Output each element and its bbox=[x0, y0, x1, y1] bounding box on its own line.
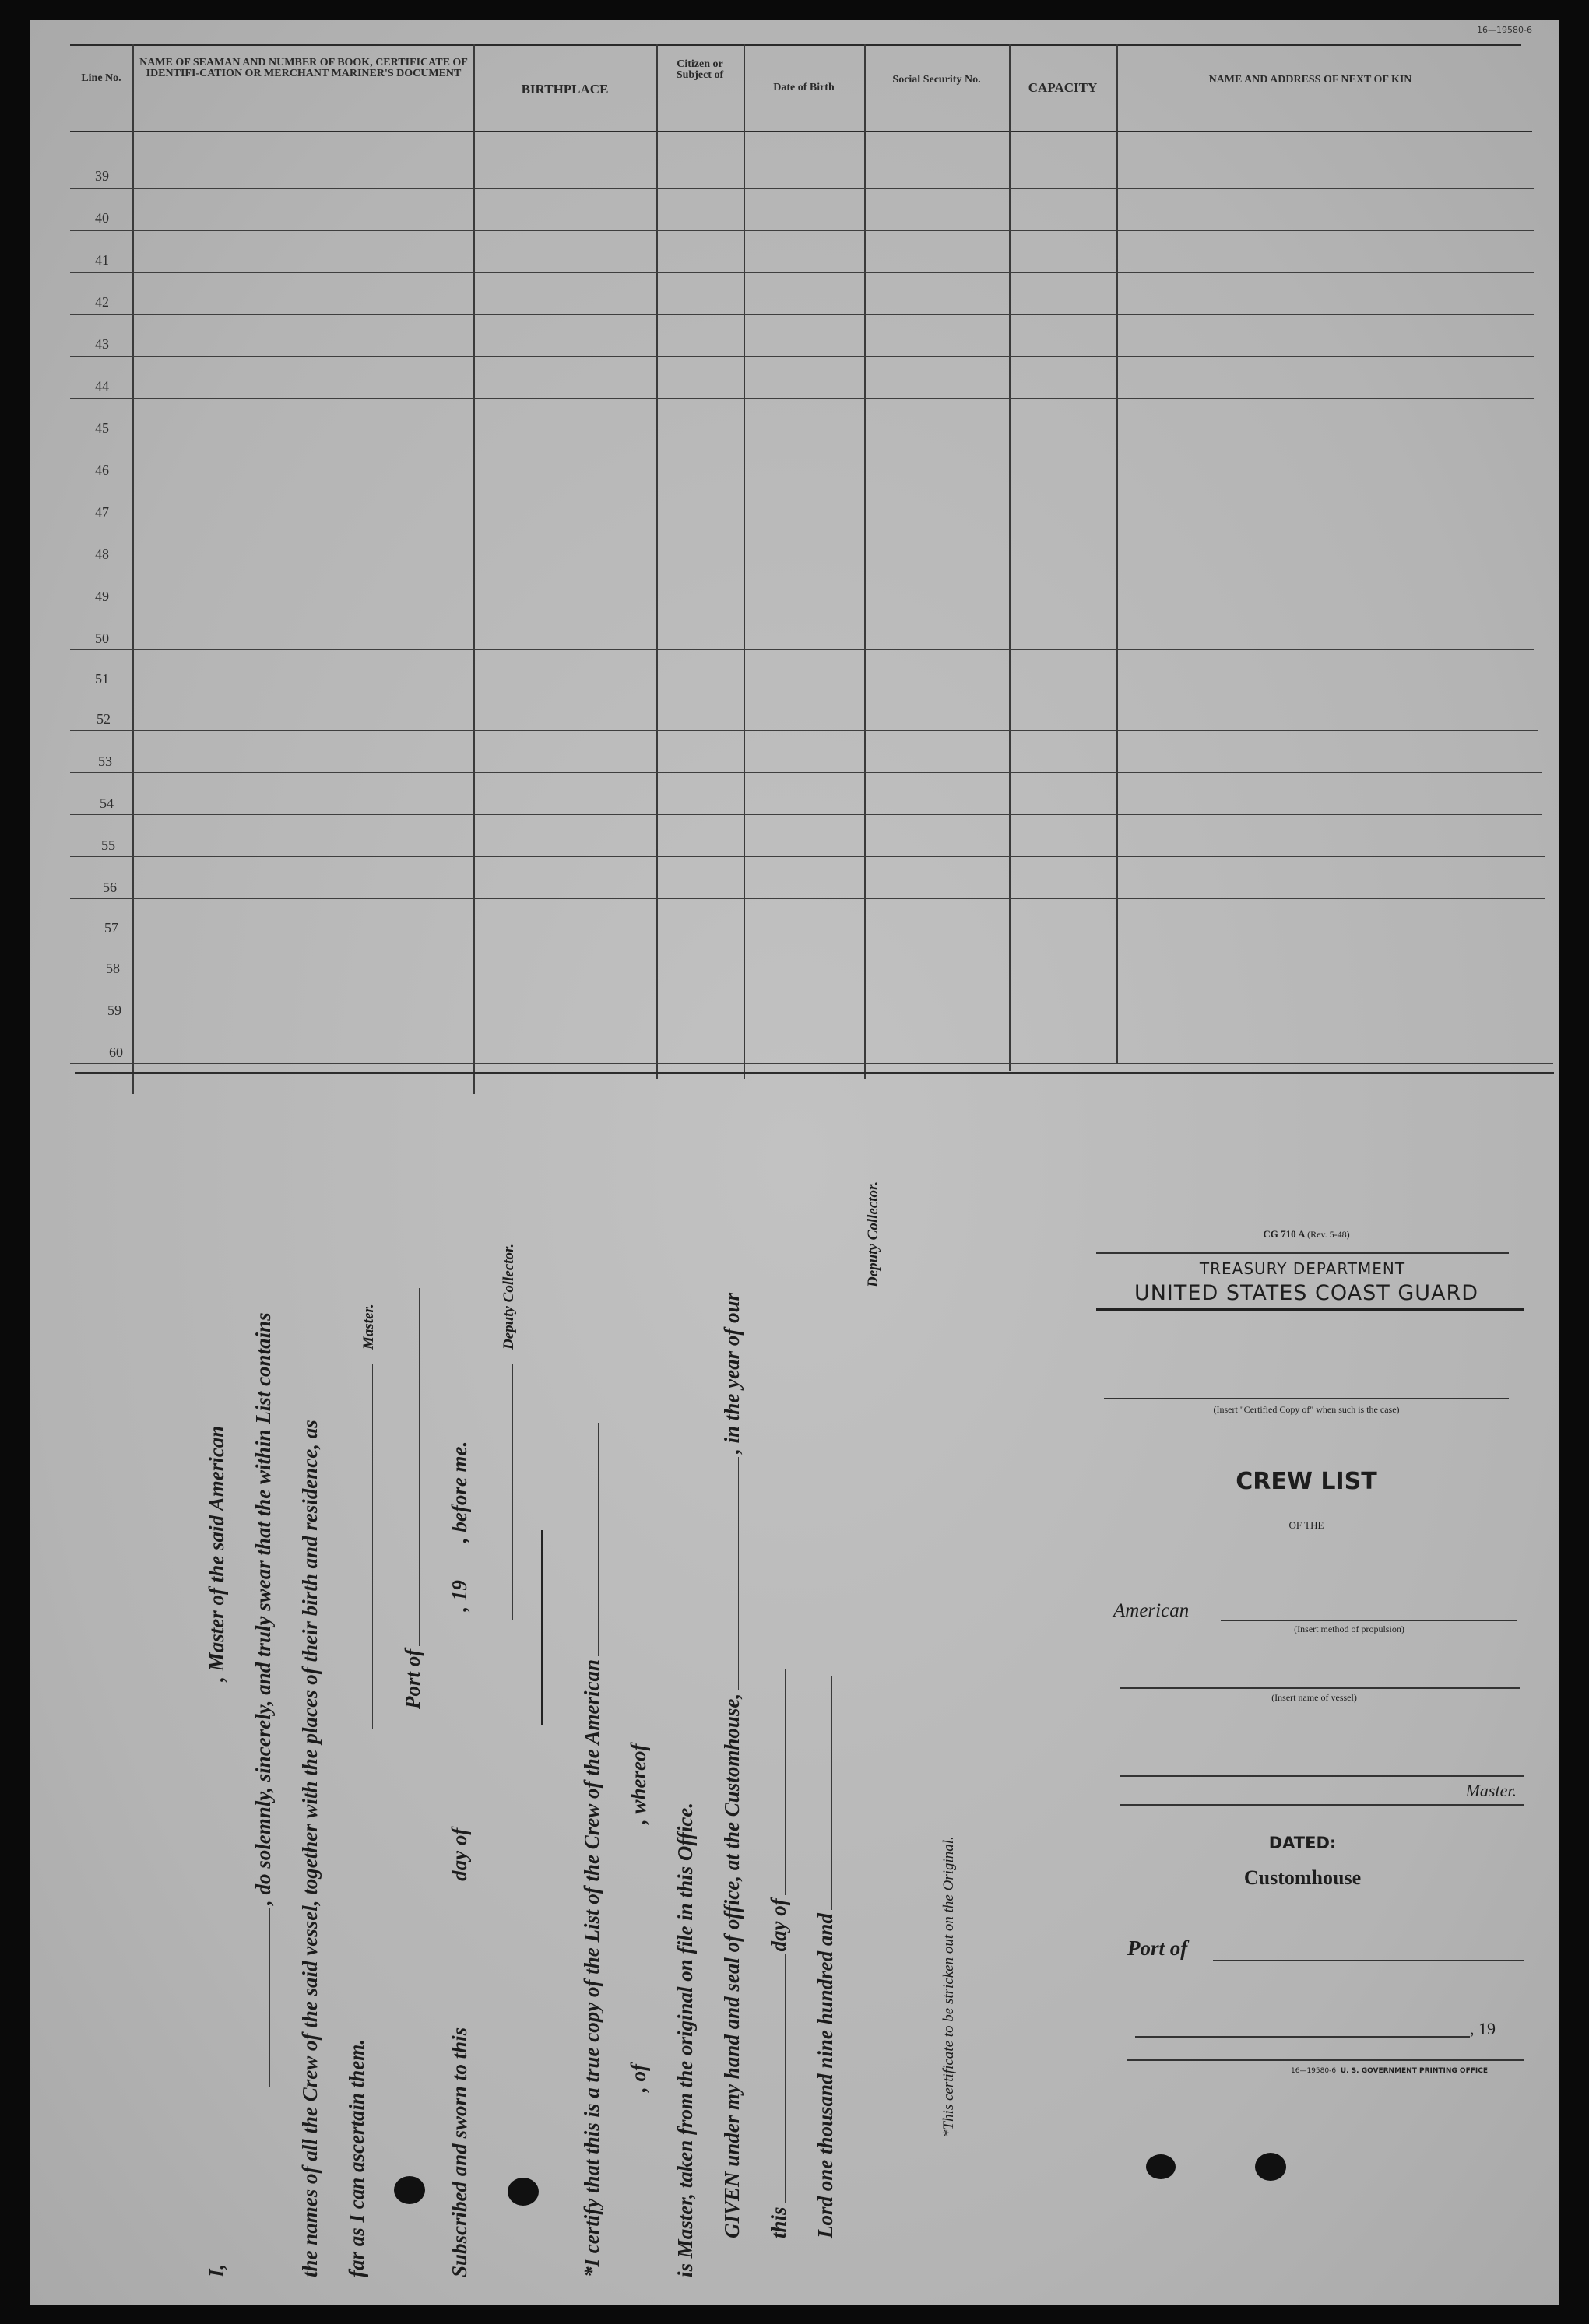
form-rev: (Rev. 5-48) bbox=[1307, 1229, 1350, 1240]
divider-bar bbox=[541, 1530, 543, 1725]
oath-and-certificate-block bbox=[181, 1157, 1022, 2324]
port-of-cover-label: Port of bbox=[1127, 1936, 1188, 1960]
date-line bbox=[1135, 2036, 1470, 2038]
col-divider-name bbox=[473, 44, 475, 1094]
header-date-of-birth: Date of Birth bbox=[773, 82, 835, 93]
line-number: 50 bbox=[95, 630, 109, 646]
header-citizen: Citizen or Subject of bbox=[676, 58, 724, 82]
oath-i: I, bbox=[205, 2263, 228, 2277]
subscribed-line bbox=[448, 1441, 472, 2277]
form-number-top: 16—19580-6 bbox=[1477, 25, 1532, 35]
of-whereof-line bbox=[627, 1442, 651, 2231]
deputy-signature-blank-2 bbox=[876, 1301, 877, 1597]
dated-label: DATED: bbox=[1268, 1834, 1337, 1852]
line-number: 52 bbox=[97, 711, 111, 727]
certified-copy-line bbox=[1104, 1398, 1509, 1399]
col-divider-dob bbox=[864, 44, 866, 1079]
master-underline bbox=[1120, 1804, 1524, 1806]
print-line bbox=[1291, 2067, 1524, 2075]
american-label: American bbox=[1113, 1600, 1190, 1621]
nineteen-label: , 19 bbox=[448, 1580, 471, 1612]
vessel-name-blank-2 bbox=[644, 2095, 645, 2227]
col-divider-line-no bbox=[132, 44, 134, 1094]
header-line-no: Line No. bbox=[81, 72, 121, 84]
day-blank-2 bbox=[784, 1954, 786, 2203]
table-top-rule bbox=[70, 44, 1521, 46]
master-label: Master. bbox=[360, 1304, 377, 1350]
customhouse-blank bbox=[737, 1457, 739, 1690]
line-number: 45 bbox=[95, 420, 109, 436]
punch-hole bbox=[508, 2178, 539, 2206]
deputy-collector-line-2 bbox=[859, 1181, 883, 1600]
header-next-of-kin: NAME AND ADDRESS OF NEXT OF KIN bbox=[1208, 74, 1412, 86]
row-line bbox=[70, 772, 1542, 773]
nineteen-cover: , 19 bbox=[1470, 2019, 1496, 2038]
before-me-label: , before me. bbox=[448, 1441, 471, 1543]
oath-line-2 bbox=[251, 1312, 276, 2091]
year-blank bbox=[465, 1546, 466, 1577]
line-number: 56 bbox=[103, 879, 117, 895]
vessel-blank bbox=[222, 1228, 223, 1423]
line-number: 51 bbox=[95, 671, 109, 686]
year-blank-2 bbox=[831, 1676, 832, 1910]
printer-name: U. S. GOVERNMENT PRINTING OFFICE bbox=[1340, 2067, 1488, 2075]
row-line bbox=[70, 230, 1534, 231]
day-of-label-2: day of bbox=[767, 1898, 790, 1952]
oath-do-solemnly: , do solemnly, sincerely, and truly swear that the within List contains bbox=[251, 1312, 275, 1905]
line-number: 58 bbox=[106, 960, 120, 976]
col-divider-ssn bbox=[1009, 44, 1011, 1071]
col-divider-capacity bbox=[1116, 44, 1118, 1063]
line-number: 59 bbox=[107, 1002, 121, 1018]
row-line bbox=[70, 272, 1534, 273]
insert-certified-hint: (Insert "Certified Copy of" when such is the case) bbox=[1213, 1404, 1400, 1415]
of-the-label: OF THE bbox=[1288, 1519, 1324, 1531]
row-line bbox=[70, 314, 1534, 315]
print-number: 16—19580-6 bbox=[1291, 2067, 1337, 2075]
crew-list-title: CREW LIST bbox=[1236, 1468, 1377, 1495]
col-divider-citizen bbox=[744, 44, 745, 1079]
header-birthplace: BIRTHPLACE bbox=[521, 82, 609, 97]
row-line bbox=[70, 356, 1534, 357]
line-number: 54 bbox=[100, 795, 114, 811]
vessel-name-blank bbox=[269, 1908, 270, 2087]
whereof-label: , whereof bbox=[627, 1743, 650, 1824]
row-line bbox=[70, 1063, 1553, 1064]
vessel-name-line bbox=[1120, 1687, 1520, 1689]
of-label: , of bbox=[627, 2064, 650, 2092]
row-line bbox=[70, 814, 1542, 815]
treasury-department: TREASURY DEPARTMENT bbox=[1199, 1259, 1406, 1278]
line-number: 40 bbox=[95, 210, 109, 226]
master-signature-blank bbox=[371, 1364, 373, 1729]
line-number: 43 bbox=[95, 336, 109, 352]
row-line bbox=[70, 188, 1534, 189]
coast-guard: UNITED STATES COAST GUARD bbox=[1134, 1281, 1479, 1305]
cover-agency-rule bbox=[1096, 1308, 1524, 1311]
line-number: 53 bbox=[98, 753, 112, 769]
line-number: 39 bbox=[95, 168, 109, 184]
this-day-line bbox=[767, 1666, 791, 2238]
header-capacity: CAPACITY bbox=[1028, 80, 1098, 95]
day-blank bbox=[465, 1884, 466, 2024]
table-bottom-rule bbox=[75, 1072, 1554, 1074]
row-line bbox=[70, 730, 1538, 731]
certify-line bbox=[580, 1420, 604, 2277]
master-name-blank bbox=[644, 1445, 645, 1741]
master-line bbox=[1120, 1775, 1524, 1777]
line-number: 46 bbox=[95, 462, 109, 478]
propulsion-line bbox=[1221, 1620, 1517, 1621]
given-line bbox=[720, 1293, 744, 2238]
certify-text: *I certify that this is a true copy of the List of the Crew of the American bbox=[580, 1659, 603, 2277]
insert-name-hint: (Insert name of vessel) bbox=[1271, 1692, 1357, 1703]
line-number: 41 bbox=[95, 252, 109, 268]
deputy-collector-line-1 bbox=[494, 1244, 519, 1624]
crew-list-form-page bbox=[30, 20, 1559, 2305]
line-number: 44 bbox=[95, 378, 109, 394]
row-line bbox=[70, 856, 1545, 857]
port-blank bbox=[418, 1288, 420, 1646]
line-number: 55 bbox=[101, 837, 115, 853]
in-year-label: , in the year of our bbox=[720, 1292, 744, 1454]
master-label-cover: Master. bbox=[1465, 1781, 1517, 1800]
lord-line bbox=[814, 1673, 838, 2238]
port-of-line bbox=[401, 1285, 425, 1709]
header-bottom-rule bbox=[70, 131, 1532, 132]
port-of-label: Port of bbox=[401, 1648, 424, 1709]
header-name-seaman: NAME OF SEAMAN AND NUMBER OF BOOK, CERTIFICATE OF IDENTIFI-CATION OR MERCHANT MARINER'S DOCUMENT bbox=[139, 57, 468, 80]
month-blank-2 bbox=[784, 1669, 786, 1895]
day-of-label: day of bbox=[448, 1827, 471, 1881]
oath-line-3: the names of all the Crew of the said vessel, together with the places of their birth and residence, as bbox=[298, 1420, 322, 2277]
row-line bbox=[70, 898, 1545, 899]
oath-line-1 bbox=[205, 1225, 229, 2277]
footnote-stricken: *This certificate to be stricken out on the Original. bbox=[940, 1836, 957, 2137]
this-label: this bbox=[767, 2206, 790, 2238]
deputy-collector-label-2: Deputy Collector. bbox=[865, 1181, 881, 1287]
oath-line-4 bbox=[345, 2039, 369, 2277]
lord-text: Lord one thousand nine hundred and bbox=[814, 1913, 837, 2238]
month-blank bbox=[465, 1615, 466, 1825]
home-port-blank bbox=[644, 1827, 645, 2061]
line-number: 49 bbox=[95, 588, 109, 604]
oath-far-as: far as I can ascertain them. bbox=[345, 2038, 368, 2277]
row-line bbox=[70, 398, 1534, 399]
line-number: 42 bbox=[95, 294, 109, 310]
subscribed-label: Subscribed and sworn to this bbox=[448, 2027, 471, 2277]
name-blank bbox=[222, 1685, 223, 2261]
customhouse-label: Customhouse bbox=[1243, 1866, 1362, 1889]
master-signature-line bbox=[354, 1304, 378, 1732]
col-divider-birthplace bbox=[656, 44, 658, 1079]
punch-hole bbox=[1255, 2153, 1286, 2181]
form-code bbox=[1213, 1228, 1400, 1241]
punch-hole bbox=[394, 2176, 425, 2204]
header-social-security: Social Security No. bbox=[892, 74, 981, 86]
line-number: 48 bbox=[95, 546, 109, 562]
line-number: 60 bbox=[109, 1044, 123, 1060]
line-number: 57 bbox=[104, 920, 118, 936]
vessel-type-blank bbox=[597, 1423, 599, 1656]
insert-propulsion-hint: (Insert method of propulsion) bbox=[1294, 1624, 1404, 1634]
is-master-line: is Master, taken from the original on file in this Office. bbox=[673, 1802, 697, 2277]
cover-top-rule bbox=[1096, 1252, 1509, 1254]
row-line bbox=[70, 649, 1534, 650]
deputy-collector-label-1: Deputy Collector. bbox=[501, 1243, 517, 1350]
oath-master-of: , Master of the said American bbox=[205, 1425, 228, 1682]
form-code-text: CG 710 A bbox=[1263, 1228, 1305, 1240]
given-text: GIVEN under my hand and seal of office, at the Customhouse, bbox=[720, 1693, 744, 2238]
punch-hole bbox=[1146, 2154, 1176, 2179]
port-of-cover-line bbox=[1213, 1960, 1524, 1961]
date-underline bbox=[1127, 2059, 1524, 2061]
line-number: 47 bbox=[95, 504, 109, 520]
deputy-signature-blank bbox=[512, 1364, 513, 1620]
